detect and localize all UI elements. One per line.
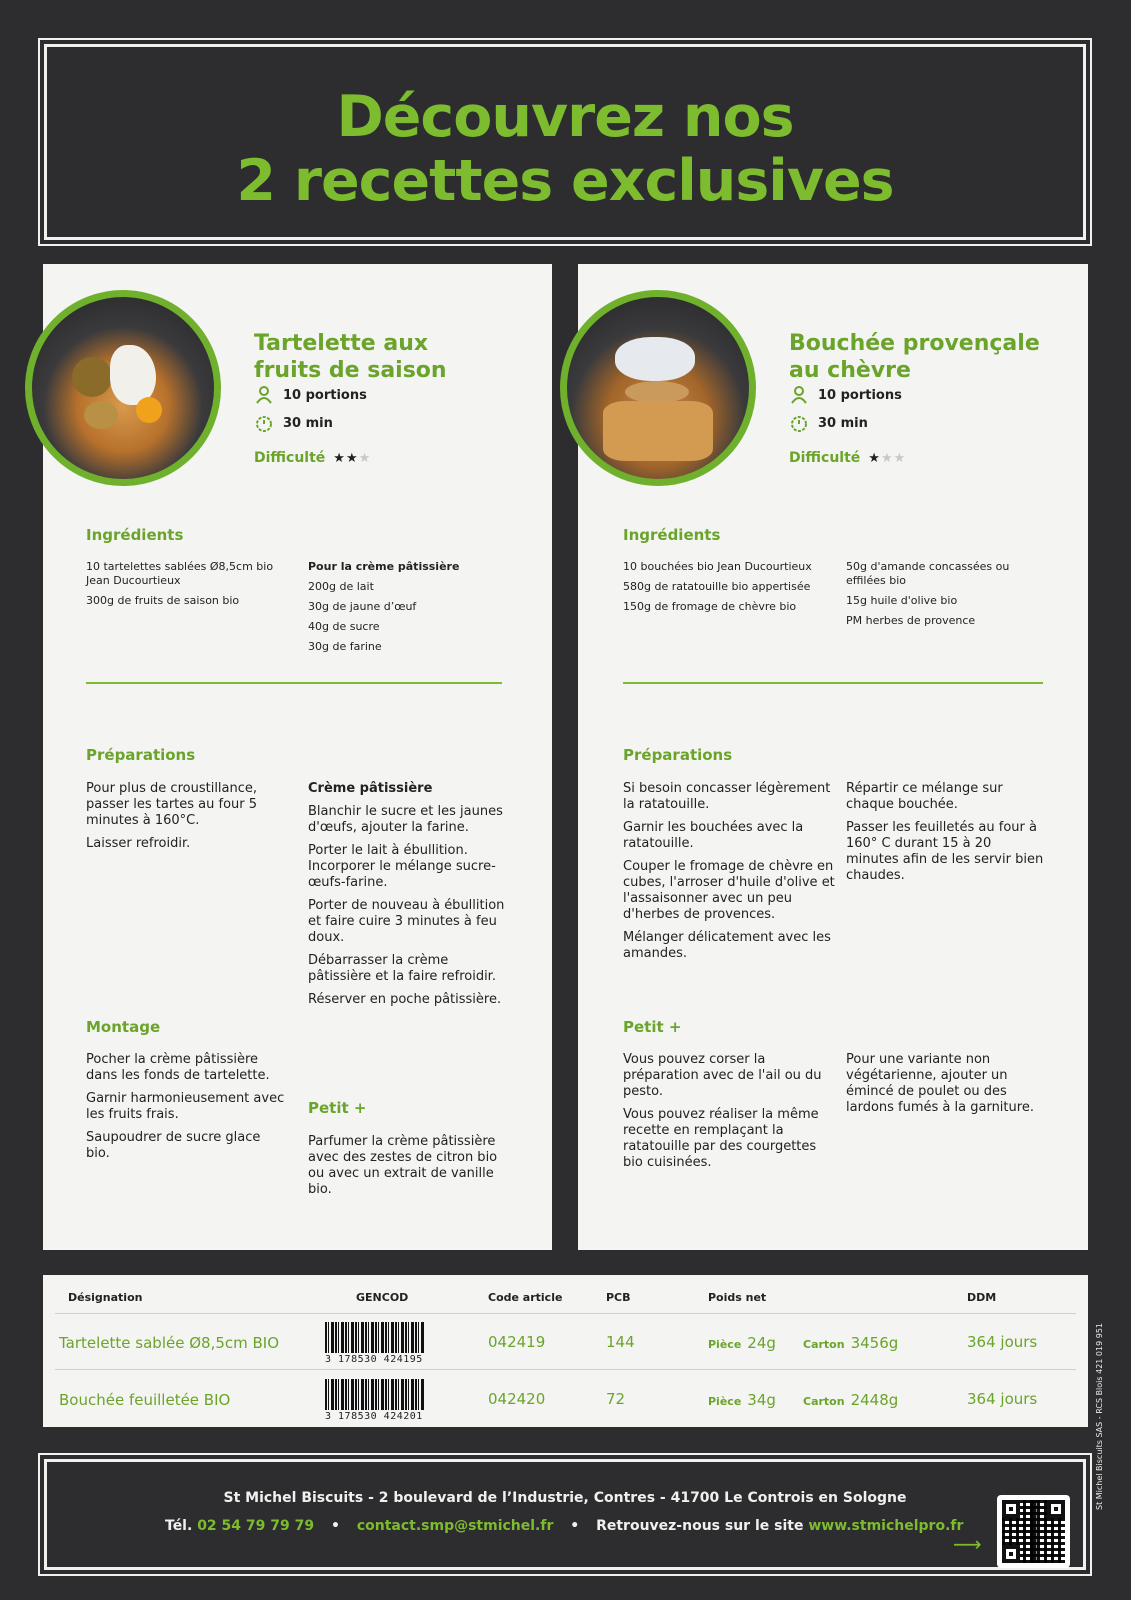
row-pcb: 72 bbox=[606, 1390, 626, 1408]
barcode-number: 3 178530 424195 bbox=[325, 1354, 423, 1365]
barcode-bars bbox=[325, 1379, 425, 1410]
difficulty-stars bbox=[333, 451, 371, 466]
petit-plus-heading: Petit + bbox=[308, 1099, 367, 1117]
timer-icon bbox=[789, 413, 809, 433]
row-code: 042420 bbox=[488, 1390, 546, 1408]
recipe-card-bouchee bbox=[578, 264, 1088, 1250]
list-item: Laisser refroidir. bbox=[86, 836, 191, 851]
arrow-right-icon: ⟶ bbox=[953, 1532, 982, 1556]
ingredients-list-1 bbox=[86, 560, 286, 614]
portions bbox=[789, 385, 902, 405]
ingredients-list-2 bbox=[846, 560, 1036, 634]
list-item: 200g de lait bbox=[308, 580, 374, 593]
recipe-title: Bouchée provençale au chèvre bbox=[789, 331, 1040, 383]
qr-pattern bbox=[1002, 1500, 1065, 1563]
row-ddm: 364 jours bbox=[967, 1333, 1038, 1351]
list-item: Passer les feuilletés au four à 160° C durant 15 à 20 minutes afin de les servir bien chaudes. bbox=[846, 820, 1044, 883]
preparations-heading: Préparations bbox=[623, 746, 733, 764]
difficulty bbox=[254, 450, 371, 466]
list-item: Parfumer la crème pâtissière avec des zestes de citron bio ou avec un extrait de vanille bio. bbox=[308, 1134, 498, 1197]
star-empty-icon: ★ bbox=[358, 450, 372, 466]
preparations-heading: Préparations bbox=[86, 746, 196, 764]
star-empty-icon: ★ bbox=[893, 450, 907, 466]
petit-plus-heading: Petit + bbox=[623, 1018, 682, 1036]
recipe-title: Tartelette aux fruits de saison bbox=[254, 331, 447, 383]
header-poids: Poids net bbox=[708, 1291, 767, 1304]
list-item: Vous pouvez corser la préparation avec de l'ail ou du pesto. bbox=[623, 1052, 822, 1099]
qr-finder bbox=[1002, 1545, 1020, 1563]
barcode-bars bbox=[325, 1322, 425, 1353]
list-item: Saupoudrer de sucre glace bio. bbox=[86, 1130, 261, 1161]
recipe-card-tartelette bbox=[43, 264, 552, 1250]
barcode-number: 3 178530 424201 bbox=[325, 1411, 423, 1422]
piece-value: 24g bbox=[747, 1334, 776, 1352]
ingredients-cream-list bbox=[308, 580, 508, 654]
title-line-1: Découvrez nos bbox=[336, 84, 794, 150]
list-item: Répartir ce mélange sur chaque bouchée. bbox=[846, 781, 1003, 812]
phone-link[interactable]: 02 54 79 79 79 bbox=[197, 1518, 315, 1534]
list-item: Vous pouvez réaliser la même recette en remplaçant la ratatouille par des courgettes bio cuisinées. bbox=[623, 1107, 819, 1170]
row-carton bbox=[803, 1334, 898, 1352]
person-icon bbox=[254, 385, 274, 405]
row-ddm: 364 jours bbox=[967, 1390, 1038, 1408]
header-code: Code article bbox=[488, 1291, 563, 1304]
divider bbox=[623, 682, 1043, 684]
list-item: Couper le fromage de chèvre en cubes, l'arroser d'huile d'olive et l'assaisonner avec un peu d'herbes de provences. bbox=[623, 859, 835, 922]
header-pcb: PCB bbox=[606, 1291, 631, 1304]
list-item: Pocher la crème pâtissière dans les fonds de tartelette. bbox=[86, 1052, 270, 1083]
header-frame bbox=[44, 44, 1086, 240]
difficulty-stars bbox=[868, 451, 906, 466]
time-label: 30 min bbox=[283, 415, 333, 431]
carton-value: 2448g bbox=[850, 1391, 899, 1409]
row-pcb: 144 bbox=[606, 1333, 635, 1351]
difficulty-label: Difficulté bbox=[789, 450, 861, 466]
carton-label: Carton bbox=[803, 1338, 845, 1351]
website-link[interactable]: www.stmichelpro.fr bbox=[808, 1518, 964, 1534]
piece-label: Pièce bbox=[708, 1338, 742, 1351]
time bbox=[254, 413, 333, 433]
site-label: Retrouvez-nous sur le site bbox=[596, 1518, 804, 1534]
time bbox=[789, 413, 868, 433]
prep-list-2 bbox=[846, 781, 1046, 891]
separator-dot: • bbox=[570, 1518, 580, 1534]
list-item: 300g de fruits de saison bio bbox=[86, 594, 240, 607]
list-item: Garnir harmonieusement avec les fruits frais. bbox=[86, 1091, 285, 1122]
list-item: Garnir les bouchées avec la ratatouille. bbox=[623, 820, 804, 851]
portions-label: 10 portions bbox=[283, 387, 367, 403]
carton-value: 3456g bbox=[850, 1334, 899, 1352]
product-table bbox=[43, 1275, 1088, 1427]
star-filled-icon: ★ bbox=[333, 450, 346, 466]
prep-subheading: Crème pâtissière bbox=[308, 781, 433, 796]
row-piece bbox=[708, 1334, 776, 1352]
title-line-2: 2 recettes exclusives bbox=[236, 148, 894, 214]
person-icon bbox=[789, 385, 809, 405]
divider bbox=[86, 682, 502, 684]
montage-list bbox=[86, 1052, 286, 1169]
row-carton bbox=[803, 1391, 898, 1409]
footer-frame bbox=[44, 1459, 1086, 1570]
prep-cream-steps bbox=[308, 804, 513, 1008]
header-gencod: GENCOD bbox=[356, 1291, 409, 1304]
page-title bbox=[47, 85, 1083, 213]
header-designation: Désignation bbox=[68, 1291, 143, 1304]
list-item: 580g de ratatouille bio appertisée bbox=[623, 580, 811, 593]
list-item: 30g de farine bbox=[308, 640, 382, 653]
tel-label: Tél. bbox=[165, 1518, 193, 1534]
petit-plus-list bbox=[308, 1134, 513, 1205]
row-piece bbox=[708, 1391, 776, 1409]
list-item: 30g de jaune d’œuf bbox=[308, 600, 417, 613]
ingredients-heading: Ingrédients bbox=[86, 526, 184, 544]
petit-plus-list-2 bbox=[846, 1052, 1046, 1123]
list-item: 10 tartelettes sablées Ø8,5cm bio Jean Ducourtieux bbox=[86, 560, 274, 587]
qr-finder bbox=[1002, 1500, 1020, 1518]
barcode bbox=[325, 1322, 425, 1366]
list-item: 40g de sucre bbox=[308, 620, 380, 633]
ingredients-heading: Ingrédients bbox=[623, 526, 721, 544]
row-code: 042419 bbox=[488, 1333, 546, 1351]
list-item: Réserver en poche pâtissière. bbox=[308, 992, 502, 1007]
portions-label: 10 portions bbox=[818, 387, 902, 403]
carton-label: Carton bbox=[803, 1395, 845, 1408]
row-designation: Bouchée feuilletée BIO bbox=[59, 1391, 231, 1409]
star-filled-icon: ★ bbox=[345, 450, 359, 466]
list-item: Porter de nouveau à ébullition et faire cuire 3 minutes à feu doux. bbox=[308, 898, 505, 945]
list-item: Pour une variante non végétarienne, ajouter un émincé de poulet ou des lardons fumés à la garniture. bbox=[846, 1052, 1034, 1115]
time-label: 30 min bbox=[818, 415, 868, 431]
ingredients-list-2 bbox=[308, 560, 508, 660]
star-filled-icon: ★ bbox=[868, 450, 881, 466]
separator-dot: • bbox=[330, 1518, 340, 1534]
company-address: St Michel Biscuits - 2 boulevard de l’Industrie, Contres - 41700 Le Controis en Sologne bbox=[223, 1490, 907, 1506]
list-item: PM herbes de provence bbox=[846, 614, 976, 627]
row-separator bbox=[55, 1369, 1076, 1370]
difficulty bbox=[789, 450, 906, 466]
list-item: 15g huile d'olive bio bbox=[846, 594, 958, 607]
timer-icon bbox=[254, 413, 274, 433]
list-item: 10 bouchées bio Jean Ducourtieux bbox=[623, 560, 812, 573]
list-item: Pour plus de croustillance, passer les tartes au four 5 minutes à 160°C. bbox=[86, 781, 258, 828]
list-item: Blanchir le sucre et les jaunes d'œufs, ajouter la farine. bbox=[308, 804, 503, 835]
ingredients-list-1 bbox=[623, 560, 813, 620]
difficulty-label: Difficulté bbox=[254, 450, 326, 466]
qr-finder bbox=[1047, 1500, 1065, 1518]
row-designation: Tartelette sablée Ø8,5cm BIO bbox=[59, 1334, 280, 1352]
prep-list-1 bbox=[86, 781, 286, 859]
list-item: Si besoin concasser légèrement la ratatouille. bbox=[623, 781, 831, 812]
list-item: 50g d'amande concassées ou effilées bio bbox=[846, 560, 1010, 587]
list-item: Porter le lait à ébullition. Incorporer le mélange sucre-œufs-farine. bbox=[308, 843, 496, 890]
montage-heading: Montage bbox=[86, 1018, 161, 1036]
header-ddm: DDM bbox=[967, 1291, 997, 1304]
prep-list-2 bbox=[308, 781, 513, 1015]
qr-code[interactable] bbox=[997, 1495, 1070, 1568]
email-link[interactable]: contact.smp@stmichel.fr bbox=[356, 1518, 554, 1534]
list-item: Débarrasser la crème pâtissière et la faire refroidir. bbox=[308, 953, 496, 984]
legal-notice: St Michel Biscuits SAS - RCS Blois 421 019 951 bbox=[1095, 1322, 1104, 1510]
piece-label: Pièce bbox=[708, 1395, 742, 1408]
petit-plus-list-1 bbox=[623, 1052, 823, 1178]
tartelette-photo bbox=[25, 290, 221, 486]
row-separator bbox=[55, 1313, 1076, 1314]
portions bbox=[254, 385, 367, 405]
contact-line bbox=[165, 1518, 963, 1534]
piece-value: 34g bbox=[747, 1391, 776, 1409]
barcode bbox=[325, 1379, 425, 1423]
list-item: 150g de fromage de chèvre bio bbox=[623, 600, 797, 613]
star-empty-icon: ★ bbox=[880, 450, 894, 466]
prep-list-1 bbox=[623, 781, 835, 969]
ingredients-subheading: Pour la crème pâtissière bbox=[308, 560, 460, 573]
list-item: Mélanger délicatement avec les amandes. bbox=[623, 930, 831, 961]
bouchee-photo bbox=[560, 290, 756, 486]
